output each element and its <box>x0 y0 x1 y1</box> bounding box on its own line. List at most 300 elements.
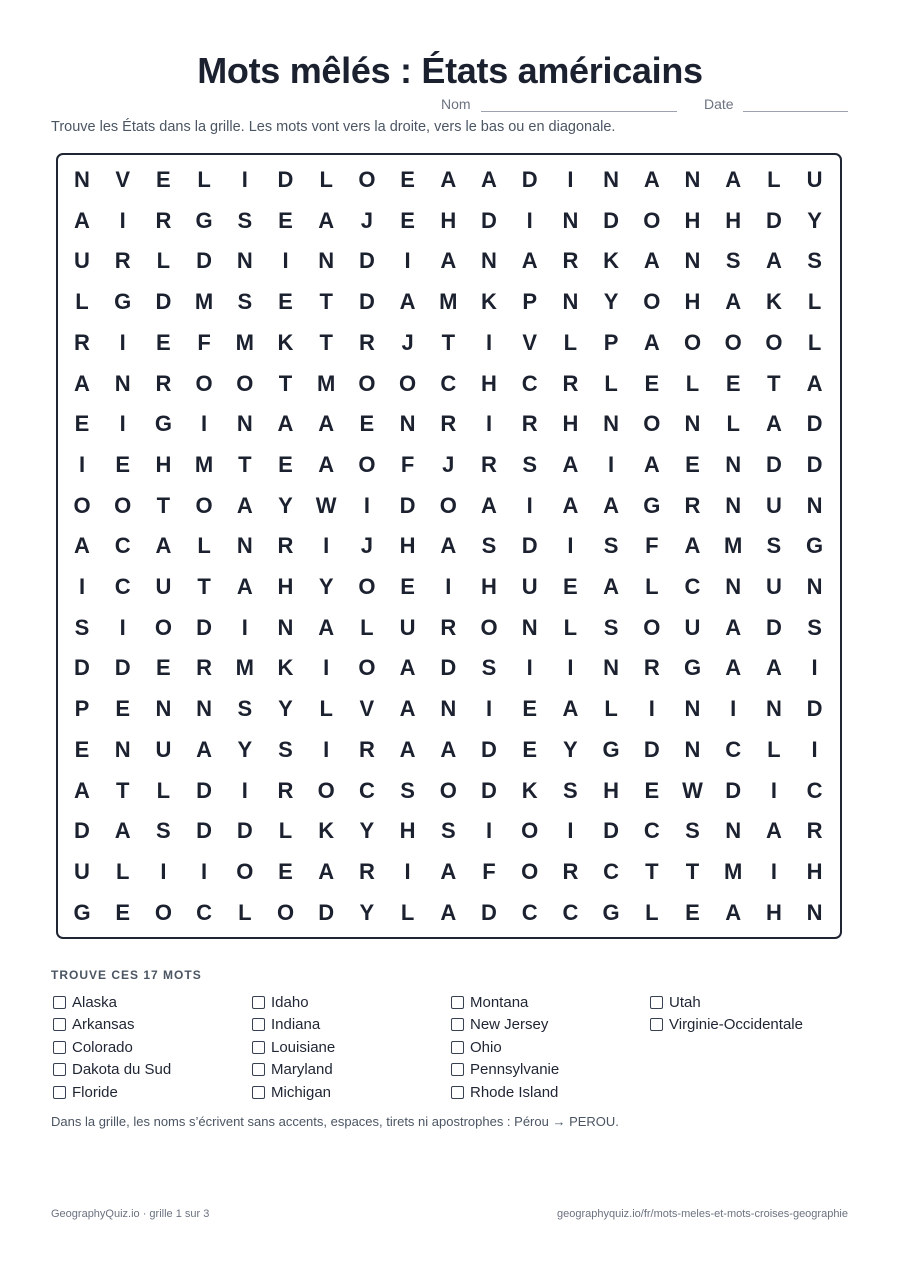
grid-cell[interactable]: N <box>399 411 416 437</box>
grid-cell[interactable]: L <box>645 899 659 925</box>
grid-cell[interactable]: I <box>567 655 574 681</box>
grid-cell[interactable]: D <box>74 655 90 681</box>
grid-cell[interactable]: O <box>236 370 254 396</box>
grid-cell[interactable]: T <box>156 492 171 518</box>
grid-cell[interactable]: R <box>277 533 294 559</box>
grid-cell[interactable]: N <box>114 736 131 762</box>
grid-cell[interactable]: I <box>485 818 493 844</box>
grid-cell[interactable]: E <box>156 167 171 192</box>
grid-cell[interactable]: S <box>237 696 253 722</box>
grid-cell[interactable]: K <box>318 818 335 844</box>
grid-cell[interactable]: I <box>608 451 615 477</box>
word-item[interactable] <box>53 991 117 1013</box>
grid-cell[interactable]: S <box>237 207 253 233</box>
grid-cell[interactable]: U <box>521 574 538 599</box>
word-checkbox[interactable] <box>53 1018 66 1031</box>
grid-cell[interactable]: T <box>197 574 211 599</box>
grid-cell[interactable]: I <box>730 696 737 722</box>
grid-cell[interactable]: C <box>114 533 131 559</box>
grid-cell[interactable]: H <box>765 899 782 925</box>
grid-cell[interactable]: E <box>115 451 131 477</box>
grid-cell[interactable]: G <box>683 655 702 681</box>
grid-cell[interactable]: R <box>562 858 579 884</box>
grid-cell[interactable]: A <box>399 696 416 722</box>
grid-cell[interactable]: S <box>481 655 497 681</box>
grid-cell[interactable]: N <box>318 248 335 274</box>
grid-cell[interactable]: K <box>481 289 497 315</box>
grid-cell[interactable]: V <box>522 329 538 355</box>
grid-cell[interactable]: A <box>399 736 416 762</box>
grid-cell[interactable]: T <box>319 329 333 355</box>
grid-cell[interactable]: N <box>725 818 742 844</box>
grid-cell[interactable]: A <box>318 614 335 640</box>
grid-cell[interactable]: T <box>685 858 700 884</box>
grid-cell[interactable]: A <box>440 736 457 762</box>
grid-cell[interactable]: L <box>604 370 618 396</box>
grid-cell[interactable]: R <box>74 329 90 355</box>
grid-cell[interactable]: U <box>155 736 172 762</box>
grid-cell[interactable]: S <box>603 533 619 559</box>
grid-cell[interactable]: R <box>562 248 579 274</box>
grid-cell[interactable]: N <box>236 411 253 437</box>
grid-cell[interactable]: T <box>115 777 130 803</box>
grid-cell[interactable]: N <box>725 451 742 477</box>
grid-cell[interactable]: S <box>766 533 782 559</box>
grid-cell[interactable]: S <box>522 451 538 477</box>
grid-cell[interactable]: P <box>74 696 90 722</box>
grid-cell[interactable]: A <box>481 492 497 518</box>
word-item[interactable] <box>252 1014 320 1036</box>
grid-cell[interactable]: N <box>684 411 701 437</box>
grid-cell[interactable]: H <box>806 858 823 884</box>
grid-cell[interactable]: C <box>725 736 742 762</box>
grid-cell[interactable]: Y <box>278 696 293 722</box>
grid-cell[interactable]: L <box>400 899 415 925</box>
grid-cell[interactable]: F <box>197 329 211 355</box>
grid-cell[interactable]: L <box>156 777 171 803</box>
word-checkbox[interactable] <box>451 1063 464 1076</box>
grid-cell[interactable]: N <box>114 370 131 396</box>
grid-cell[interactable]: W <box>682 777 703 803</box>
grid-cell[interactable]: U <box>684 614 701 640</box>
grid-cell[interactable]: N <box>236 248 253 274</box>
grid-cell[interactable]: N <box>684 696 701 722</box>
grid-cell[interactable]: O <box>236 858 254 884</box>
grid-cell[interactable]: O <box>317 777 335 803</box>
grid-cell[interactable]: G <box>602 899 620 925</box>
grid-cell[interactable]: C <box>806 777 823 803</box>
grid-cell[interactable]: R <box>562 370 579 396</box>
grid-cell[interactable]: E <box>278 289 293 315</box>
grid-cell[interactable]: O <box>439 777 457 803</box>
grid-cell[interactable]: A <box>562 696 579 722</box>
grid-cell[interactable]: N <box>603 167 620 192</box>
grid-cell[interactable]: I <box>811 736 818 762</box>
grid-cell[interactable]: O <box>358 167 376 192</box>
grid-cell[interactable]: O <box>276 899 295 925</box>
word-item[interactable] <box>650 1014 803 1036</box>
grid-cell[interactable]: E <box>156 329 171 355</box>
grid-cell[interactable]: I <box>526 492 533 518</box>
grid-cell[interactable]: N <box>74 167 90 192</box>
grid-cell[interactable]: I <box>323 736 330 762</box>
grid-cell[interactable]: C <box>358 777 375 803</box>
grid-cell[interactable]: C <box>196 899 213 925</box>
grid-cell[interactable]: D <box>74 818 90 844</box>
grid-cell[interactable]: G <box>114 289 132 315</box>
grid-cell[interactable]: I <box>404 858 411 884</box>
grid-cell[interactable]: A <box>74 533 90 559</box>
grid-cell[interactable]: I <box>567 818 574 844</box>
grid-cell[interactable]: R <box>481 451 497 477</box>
grid-cell[interactable]: A <box>643 451 660 477</box>
grid-cell[interactable]: A <box>562 492 579 518</box>
word-item[interactable] <box>53 1059 171 1081</box>
grid-cell[interactable]: A <box>318 451 335 477</box>
grid-cell[interactable]: O <box>521 858 539 884</box>
grid-cell[interactable]: L <box>197 167 211 192</box>
grid-cell[interactable]: I <box>445 574 452 599</box>
grid-cell[interactable]: U <box>765 574 782 599</box>
grid-cell[interactable]: A <box>236 492 253 518</box>
grid-cell[interactable]: O <box>114 492 132 518</box>
grid-cell[interactable]: N <box>603 655 620 681</box>
word-item[interactable] <box>650 991 701 1013</box>
grid-cell[interactable]: O <box>643 207 661 233</box>
grid-cell[interactable]: S <box>440 818 456 844</box>
grid-cell[interactable]: A <box>643 329 660 355</box>
grid-cell[interactable]: E <box>400 574 415 599</box>
grid-cell[interactable]: D <box>521 167 538 192</box>
grid-cell[interactable]: P <box>603 329 619 355</box>
grid-cell[interactable]: N <box>562 289 579 315</box>
grid-cell[interactable]: L <box>726 411 740 437</box>
grid-cell[interactable]: H <box>481 574 497 599</box>
grid-cell[interactable]: O <box>195 492 213 518</box>
grid-cell[interactable]: R <box>155 207 172 233</box>
grid-cell[interactable]: O <box>643 614 661 640</box>
grid-cell[interactable]: M <box>194 451 214 477</box>
grid-cell[interactable]: G <box>73 899 91 925</box>
grid-cell[interactable]: R <box>440 614 457 640</box>
grid-cell[interactable]: A <box>684 533 701 559</box>
grid-cell[interactable]: M <box>724 533 743 559</box>
grid-cell[interactable]: R <box>684 492 701 518</box>
grid-cell[interactable]: D <box>725 777 742 803</box>
grid-cell[interactable]: U <box>765 492 782 518</box>
grid-cell[interactable]: A <box>765 248 782 274</box>
grid-cell[interactable]: A <box>74 207 90 233</box>
grid-cell[interactable]: H <box>562 411 579 437</box>
grid-cell[interactable]: N <box>684 167 701 192</box>
grid-cell[interactable]: A <box>603 492 620 518</box>
grid-cell[interactable]: E <box>115 899 131 925</box>
grid-cell[interactable]: S <box>481 533 497 559</box>
grid-cell[interactable]: L <box>238 899 252 925</box>
word-item[interactable] <box>53 1081 118 1103</box>
grid-cell[interactable]: I <box>485 696 493 722</box>
grid-cell[interactable]: S <box>278 736 293 762</box>
grid-cell[interactable]: N <box>765 696 782 722</box>
grid-cell[interactable]: I <box>526 655 533 681</box>
grid-cell[interactable]: A <box>765 411 782 437</box>
grid-cell[interactable]: I <box>323 533 330 559</box>
grid-cell[interactable]: O <box>683 329 702 355</box>
grid-cell[interactable]: D <box>236 818 253 844</box>
grid-cell[interactable]: I <box>241 777 248 803</box>
grid-cell[interactable]: A <box>399 289 416 315</box>
grid-cell[interactable]: E <box>115 696 131 722</box>
grid-cell[interactable]: K <box>277 655 294 681</box>
grid-cell[interactable]: H <box>155 451 172 477</box>
grid-cell[interactable]: D <box>603 818 620 844</box>
grid-cell[interactable]: N <box>521 614 538 640</box>
word-checkbox[interactable] <box>451 1086 464 1099</box>
grid-cell[interactable]: G <box>806 533 824 559</box>
grid-cell[interactable]: D <box>196 248 213 274</box>
grid-cell[interactable]: E <box>725 370 741 396</box>
grid-cell[interactable]: C <box>521 899 538 925</box>
grid-cell[interactable]: A <box>318 411 335 437</box>
grid-cell[interactable]: D <box>806 696 823 722</box>
grid-cell[interactable]: M <box>724 858 743 884</box>
grid-cell[interactable]: M <box>235 655 254 681</box>
grid-cell[interactable]: S <box>807 248 822 274</box>
grid-cell[interactable]: R <box>114 248 131 274</box>
grid-cell[interactable]: O <box>358 451 376 477</box>
grid-cell[interactable]: A <box>74 370 90 396</box>
word-item[interactable] <box>252 1059 333 1081</box>
grid-cell[interactable]: R <box>155 370 172 396</box>
grid-cell[interactable]: A <box>277 411 294 437</box>
grid-cell[interactable]: I <box>567 167 574 192</box>
grid-cell[interactable]: Y <box>807 207 822 233</box>
grid-cell[interactable]: W <box>315 492 337 518</box>
word-checkbox[interactable] <box>252 1063 265 1076</box>
grid-cell[interactable]: A <box>765 655 782 681</box>
grid-cell[interactable]: D <box>399 492 416 518</box>
grid-cell[interactable]: M <box>317 370 336 396</box>
grid-cell[interactable]: E <box>74 736 90 762</box>
grid-cell[interactable]: T <box>441 329 456 355</box>
grid-cell[interactable]: O <box>154 614 172 640</box>
grid-cell[interactable]: A <box>440 899 457 925</box>
grid-cell[interactable]: E <box>685 451 700 477</box>
grid-cell[interactable]: L <box>360 614 374 640</box>
grid-cell[interactable]: L <box>604 696 618 722</box>
grid-cell[interactable]: C <box>684 574 701 599</box>
word-checkbox[interactable] <box>53 996 66 1009</box>
grid-cell[interactable]: O <box>643 411 661 437</box>
grid-cell[interactable]: I <box>323 655 330 681</box>
grid-cell[interactable]: E <box>685 899 700 925</box>
grid-cell[interactable]: A <box>725 899 742 925</box>
grid-cell[interactable]: M <box>194 289 214 315</box>
grid-cell[interactable]: R <box>806 818 823 844</box>
grid-cell[interactable]: N <box>603 411 620 437</box>
grid-cell[interactable]: L <box>807 289 822 315</box>
grid-cell[interactable]: E <box>156 655 171 681</box>
grid-cell[interactable]: S <box>237 289 253 315</box>
grid-cell[interactable]: Y <box>603 289 619 315</box>
grid-cell[interactable]: R <box>358 736 375 762</box>
grid-cell[interactable]: I <box>648 696 655 722</box>
grid-cell[interactable]: D <box>643 736 660 762</box>
grid-cell[interactable]: L <box>645 574 659 599</box>
grid-cell[interactable]: H <box>399 818 416 844</box>
grid-cell[interactable]: O <box>358 655 376 681</box>
grid-cell[interactable]: E <box>278 858 293 884</box>
grid-cell[interactable]: C <box>440 370 457 396</box>
grid-cell[interactable]: N <box>806 574 823 599</box>
grid-cell[interactable]: F <box>400 451 415 477</box>
word-checkbox[interactable] <box>252 996 265 1009</box>
grid-cell[interactable]: D <box>481 777 497 803</box>
grid-cell[interactable]: T <box>278 370 293 396</box>
word-checkbox[interactable] <box>252 1086 265 1099</box>
grid-cell[interactable]: L <box>319 167 333 192</box>
word-item[interactable] <box>451 1059 559 1081</box>
grid-cell[interactable]: I <box>811 655 818 681</box>
grid-cell[interactable]: Y <box>318 574 334 599</box>
grid-cell[interactable]: S <box>807 614 822 640</box>
name-field[interactable] <box>481 111 677 112</box>
grid-cell[interactable]: C <box>114 574 131 599</box>
grid-cell[interactable]: V <box>359 696 375 722</box>
grid-cell[interactable]: Y <box>237 736 253 762</box>
grid-cell[interactable]: D <box>358 248 375 274</box>
date-field[interactable] <box>743 111 848 112</box>
grid-cell[interactable]: M <box>439 289 458 315</box>
grid-cell[interactable]: D <box>481 899 497 925</box>
grid-cell[interactable]: O <box>399 370 417 396</box>
grid-cell[interactable]: G <box>154 411 172 437</box>
grid-cell[interactable]: H <box>440 207 457 233</box>
grid-cell[interactable]: N <box>481 248 497 274</box>
grid-cell[interactable]: A <box>440 533 457 559</box>
grid-cell[interactable]: I <box>567 533 574 559</box>
grid-cell[interactable]: U <box>74 248 90 274</box>
word-checkbox[interactable] <box>650 996 663 1009</box>
word-item[interactable] <box>252 1081 331 1103</box>
grid-cell[interactable]: E <box>400 167 415 192</box>
grid-cell[interactable]: O <box>439 492 457 518</box>
grid-cell[interactable]: T <box>645 858 659 884</box>
grid-cell[interactable]: O <box>521 818 539 844</box>
grid-cell[interactable]: P <box>522 289 538 315</box>
grid-cell[interactable]: O <box>73 492 91 518</box>
grid-cell[interactable]: O <box>724 329 742 355</box>
word-item[interactable] <box>451 1081 558 1103</box>
grid-cell[interactable]: A <box>196 736 213 762</box>
grid-cell[interactable]: J <box>401 329 414 355</box>
grid-cell[interactable]: L <box>156 248 171 274</box>
grid-cell[interactable]: M <box>235 329 254 355</box>
grid-cell[interactable]: O <box>643 289 661 315</box>
grid-cell[interactable]: L <box>807 329 822 355</box>
grid-cell[interactable]: A <box>521 248 538 274</box>
grid-cell[interactable]: O <box>765 329 783 355</box>
grid-cell[interactable]: G <box>195 207 213 233</box>
grid-cell[interactable]: T <box>319 289 333 315</box>
grid-cell[interactable]: D <box>481 207 497 233</box>
grid-cell[interactable]: I <box>770 777 777 803</box>
grid-cell[interactable]: A <box>725 655 742 681</box>
grid-cell[interactable]: L <box>563 329 578 355</box>
grid-cell[interactable]: A <box>318 207 335 233</box>
grid-cell[interactable]: H <box>603 777 620 803</box>
grid-cell[interactable]: K <box>765 289 782 315</box>
grid-cell[interactable]: N <box>155 696 172 722</box>
grid-cell[interactable]: L <box>563 614 578 640</box>
grid-cell[interactable]: H <box>684 289 701 315</box>
word-checkbox[interactable] <box>53 1086 66 1099</box>
grid-cell[interactable]: A <box>155 533 172 559</box>
word-item[interactable] <box>53 1036 133 1058</box>
grid-cell[interactable]: I <box>404 248 411 274</box>
grid-cell[interactable]: I <box>485 411 493 437</box>
grid-cell[interactable]: L <box>767 736 781 762</box>
word-item[interactable] <box>451 1014 548 1036</box>
grid-cell[interactable]: R <box>196 655 213 681</box>
grid-cell[interactable]: D <box>358 289 375 315</box>
grid-cell[interactable]: D <box>196 614 213 640</box>
grid-cell[interactable]: D <box>603 207 620 233</box>
grid-cell[interactable]: U <box>155 574 172 599</box>
grid-cell[interactable]: A <box>603 574 620 599</box>
grid-cell[interactable]: A <box>725 614 742 640</box>
grid-cell[interactable]: I <box>160 858 167 884</box>
grid-cell[interactable]: R <box>277 777 294 803</box>
grid-cell[interactable]: J <box>360 533 374 559</box>
grid-cell[interactable]: A <box>74 777 90 803</box>
grid-cell[interactable]: A <box>114 818 131 844</box>
grid-cell[interactable]: I <box>241 614 248 640</box>
grid-cell[interactable]: K <box>603 248 620 274</box>
grid-cell[interactable]: S <box>725 248 741 274</box>
word-checkbox[interactable] <box>53 1041 66 1054</box>
word-item[interactable] <box>451 1036 502 1058</box>
grid-cell[interactable]: D <box>196 777 213 803</box>
word-checkbox[interactable] <box>252 1018 265 1031</box>
grid-cell[interactable]: N <box>806 492 823 518</box>
grid-cell[interactable]: A <box>440 167 457 192</box>
grid-cell[interactable]: F <box>482 858 496 884</box>
grid-cell[interactable]: I <box>363 492 370 518</box>
grid-cell[interactable]: O <box>358 370 376 396</box>
grid-cell[interactable]: A <box>765 818 782 844</box>
grid-cell[interactable]: J <box>360 207 374 233</box>
grid-cell[interactable]: U <box>74 858 90 884</box>
grid-cell[interactable]: E <box>522 736 538 762</box>
grid-cell[interactable]: H <box>725 207 742 233</box>
grid-cell[interactable]: L <box>197 533 211 559</box>
grid-cell[interactable]: O <box>195 370 213 396</box>
grid-cell[interactable]: E <box>400 207 415 233</box>
grid-cell[interactable]: D <box>114 655 131 681</box>
word-checkbox[interactable] <box>451 1041 464 1054</box>
grid-cell[interactable]: H <box>399 533 416 559</box>
grid-cell[interactable]: I <box>282 248 289 274</box>
grid-cell[interactable]: D <box>765 207 782 233</box>
grid-cell[interactable]: D <box>155 289 172 315</box>
grid-cell[interactable]: T <box>767 370 781 396</box>
word-item[interactable] <box>252 1036 335 1058</box>
grid-cell[interactable]: E <box>74 411 90 437</box>
grid-cell[interactable]: R <box>358 329 375 355</box>
grid-cell[interactable]: E <box>522 696 538 722</box>
grid-cell[interactable]: D <box>196 818 213 844</box>
